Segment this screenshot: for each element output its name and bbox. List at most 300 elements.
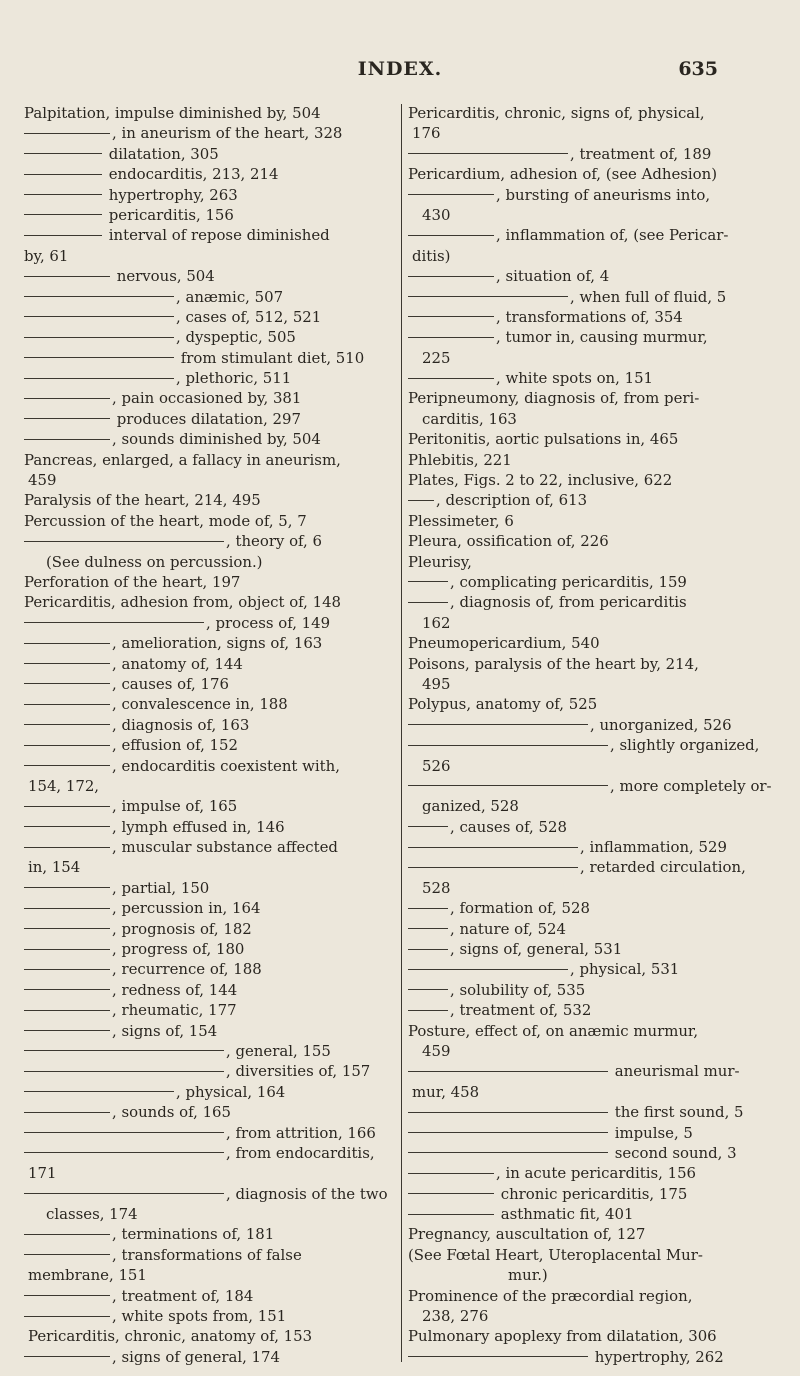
entry-text: , impulse of, 165: [112, 797, 238, 816]
index-entry: [408, 674, 784, 694]
entry-text: classes, 174: [46, 1205, 138, 1224]
entry-text: , sounds diminished by, 504: [112, 430, 321, 449]
ditto-dash: [24, 1295, 110, 1296]
ditto-dash: [24, 1193, 224, 1194]
entry-text: Pregnancy, auscultation of, 127: [408, 1225, 646, 1244]
index-entry: [24, 1224, 400, 1244]
entry-text: hypertrophy, 263: [104, 185, 238, 204]
entry-text: Polypus, anatomy of, 525: [408, 695, 598, 714]
entry-text: , white spots from, 151: [112, 1307, 287, 1326]
ditto-dash: [24, 928, 110, 929]
index-entry: [24, 470, 400, 490]
index-entry: [24, 368, 400, 388]
entry-text: 459: [28, 471, 57, 490]
index-entry: [408, 592, 784, 612]
index-entry: [24, 674, 400, 694]
entry-text: Pulmonary apoplexy from dilatation, 306: [408, 1327, 717, 1346]
entry-text: interval of repose diminished: [104, 226, 330, 245]
index-entry: [408, 307, 784, 327]
ditto-dash: [24, 1356, 110, 1357]
index-entry: [24, 1061, 400, 1081]
entry-text: , endocarditis coexistent with,: [112, 756, 340, 775]
index-entry: [408, 1286, 784, 1306]
ditto-dash: [24, 765, 110, 766]
ditto-dash: [24, 439, 110, 440]
ditto-dash: [24, 337, 174, 338]
entry-text: , general, 155: [226, 1041, 331, 1060]
index-entry: [24, 592, 400, 612]
entry-text: Pericarditis, chronic, signs of, physical,: [408, 104, 705, 122]
entry-text: 225: [422, 348, 451, 367]
index-entry: [24, 1265, 400, 1285]
ditto-dash: [24, 1050, 224, 1051]
index-entry: [408, 531, 784, 551]
ditto-dash: [24, 1316, 110, 1317]
ditto-dash: [408, 1112, 608, 1113]
ditto-dash: [408, 378, 494, 379]
index-entry: [408, 1102, 784, 1122]
ditto-dash: [408, 908, 448, 909]
ditto-dash: [408, 949, 448, 950]
entry-text: Pneumopericardium, 540: [408, 634, 600, 653]
index-entry: [24, 511, 400, 531]
entry-text: , effusion of, 152: [112, 736, 238, 755]
ditto-dash: [408, 235, 494, 236]
ditto-dash: [24, 214, 102, 215]
index-entry: [24, 959, 400, 979]
index-entry: [24, 1041, 400, 1061]
entry-text: mur.): [508, 1266, 548, 1285]
index-entry: [408, 144, 784, 164]
index-entry: [24, 531, 400, 551]
ditto-dash: [408, 969, 568, 970]
index-entry: [24, 348, 400, 368]
entry-text: , description of, 613: [436, 491, 588, 510]
index-entry: [24, 144, 400, 164]
index-entry: [24, 266, 400, 286]
entry-text: , tumor in, causing murmur,: [496, 328, 708, 347]
entry-text: , diagnosis of, 163: [112, 715, 250, 734]
index-entry: [408, 1061, 784, 1081]
entry-text: , anatomy of, 144: [112, 654, 243, 673]
entry-text: , treatment of, 189: [570, 144, 712, 163]
entry-text: Pleurisy,: [408, 552, 472, 571]
entry-text: , in acute pericarditis, 156: [496, 1164, 697, 1183]
entry-text: , physical, 531: [570, 960, 680, 979]
index-entry: [408, 715, 784, 735]
entry-text: nervous, 504: [112, 267, 215, 286]
entry-text: 526: [422, 756, 451, 775]
index-entry: [24, 1123, 400, 1143]
entry-text: , process of, 149: [206, 613, 331, 632]
entry-text: , in aneurism of the heart, 328: [112, 124, 343, 143]
index-entry: [408, 959, 784, 979]
index-entry: [408, 939, 784, 959]
ditto-dash: [24, 643, 110, 644]
index-entry: [24, 123, 400, 143]
ditto-dash: [24, 887, 110, 888]
index-entry: [24, 735, 400, 755]
entry-text: , theory of, 6: [226, 532, 322, 551]
page-title: INDEX.: [357, 58, 443, 80]
index-entry: [408, 368, 784, 388]
ditto-dash: [24, 949, 110, 950]
index-entry: [24, 796, 400, 816]
entry-text: asthmatic fit, 401: [496, 1205, 634, 1224]
index-entry: [24, 1204, 400, 1224]
entry-text: produces dilatation, 297: [112, 409, 301, 428]
ditto-dash: [408, 337, 494, 338]
entry-text: membrane, 151: [28, 1266, 147, 1285]
entry-text: , when full of fluid, 5: [570, 287, 727, 306]
ditto-dash: [408, 276, 494, 277]
entry-text: , slightly organized,: [610, 736, 760, 755]
entry-text: hypertrophy, 262: [590, 1347, 724, 1366]
ditto-dash: [24, 622, 204, 623]
ditto-dash: [24, 296, 174, 297]
ditto-dash: [24, 1132, 224, 1133]
index-entry: [408, 1184, 784, 1204]
index-entry: [24, 1347, 400, 1367]
index-entry: [24, 103, 400, 123]
index-entry: [408, 1265, 784, 1285]
ditto-dash: [24, 806, 110, 807]
entry-text: 430: [422, 205, 451, 224]
entry-text: Pericarditis, adhesion from, object of, 148: [24, 593, 342, 612]
ditto-dash: [408, 1132, 608, 1133]
ditto-dash: [408, 1010, 448, 1011]
entry-text: 528: [422, 878, 451, 897]
index-entry: [408, 205, 784, 225]
entry-text: , lymph effused in, 146: [112, 817, 285, 836]
ditto-dash: [24, 1234, 110, 1235]
ditto-dash: [24, 1254, 110, 1255]
entry-text: , nature of, 524: [450, 919, 567, 938]
entry-text: dilatation, 305: [104, 144, 219, 163]
ditto-dash: [408, 826, 448, 827]
entry-text: , recurrence of, 188: [112, 960, 262, 979]
index-entry: [24, 1245, 400, 1265]
entry-text: Palpitation, impulse diminished by, 504: [24, 104, 321, 122]
entry-text: , prognosis of, 182: [112, 919, 252, 938]
entry-text: , redness of, 144: [112, 980, 238, 999]
index-entry: [24, 1000, 400, 1020]
index-entry: [408, 572, 784, 592]
entry-text: 176: [412, 124, 441, 143]
entry-text: , rheumatic, 177: [112, 1001, 237, 1020]
index-entry: [408, 1143, 784, 1163]
entry-text: aneurismal mur-: [610, 1062, 740, 1081]
ditto-dash: [24, 1030, 110, 1031]
index-entry: [408, 857, 784, 877]
index-entry: [24, 1326, 400, 1346]
index-entry: [408, 123, 784, 143]
ditto-dash: [24, 235, 102, 236]
index-entry: [24, 1163, 400, 1183]
entry-text: , inflammation of, (see Pericar-: [496, 226, 729, 245]
index-entry: [24, 205, 400, 225]
ditto-dash: [24, 378, 174, 379]
entry-text: , inflammation, 529: [580, 838, 727, 857]
ditto-dash: [24, 1071, 224, 1072]
entry-text: , convalescence in, 188: [112, 695, 288, 714]
entry-text: , anæmic, 507: [176, 287, 284, 306]
ditto-dash: [408, 724, 588, 725]
entry-text: in, 154: [28, 858, 81, 877]
index-entry: [408, 1204, 784, 1224]
entry-text: , physical, 164: [176, 1082, 286, 1101]
entry-text: , signs of general, 174: [112, 1347, 280, 1366]
entry-text: , cases of, 512, 521: [176, 307, 322, 326]
entry-text: 171: [28, 1164, 57, 1183]
index-entry: [408, 327, 784, 347]
index-entry: [408, 287, 784, 307]
ditto-dash: [24, 663, 110, 664]
index-entry: [408, 756, 784, 776]
entry-text: Poisons, paralysis of the heart by, 214,: [408, 654, 699, 673]
ditto-dash: [24, 1112, 110, 1113]
index-entry: [408, 633, 784, 653]
index-entry: [408, 185, 784, 205]
ditto-dash: [408, 785, 608, 786]
index-entry: [408, 388, 784, 408]
ditto-dash: [24, 398, 110, 399]
index-entry: [24, 857, 400, 877]
ditto-dash: [24, 745, 110, 746]
index-entry: [24, 817, 400, 837]
ditto-dash: [408, 1214, 494, 1215]
ditto-dash: [24, 133, 110, 134]
entry-text: , solubility of, 535: [450, 980, 586, 999]
entry-text: , pain occasioned by, 381: [112, 389, 302, 408]
index-entry: [408, 552, 784, 572]
entry-text: , plethoric, 511: [176, 369, 292, 388]
column-divider: [401, 104, 402, 1362]
ditto-dash: [408, 1356, 588, 1357]
entry-text: 154, 172,: [28, 776, 100, 795]
ditto-dash: [24, 1010, 110, 1011]
entry-text: Pancreas, enlarged, a fallacy in aneurism,: [24, 450, 341, 469]
entry-text: , amelioration, signs of, 163: [112, 634, 323, 653]
entry-text: the first sound, 5: [610, 1103, 744, 1122]
entry-text: by, 61: [24, 246, 69, 265]
entry-text: , diagnosis of, from pericarditis: [450, 593, 687, 612]
index-entry: [408, 1041, 784, 1061]
index-entry: [24, 1143, 400, 1163]
entry-text: Plessimeter, 6: [408, 511, 514, 530]
entry-text: Posture, effect of, on anæmic murmur,: [408, 1021, 699, 1040]
ditto-dash: [24, 1091, 174, 1092]
index-entry: [24, 490, 400, 510]
ditto-dash: [408, 1193, 494, 1194]
index-entry: [408, 837, 784, 857]
ditto-dash: [408, 500, 434, 501]
index-entry: [24, 654, 400, 674]
entry-text: ganized, 528: [422, 797, 519, 816]
ditto-dash: [24, 174, 102, 175]
entry-text: , progress of, 180: [112, 940, 245, 959]
ditto-dash: [24, 969, 110, 970]
entry-text: Prominence of the præcordial region,: [408, 1286, 693, 1305]
index-entry: [408, 1326, 784, 1346]
ditto-dash: [24, 1152, 224, 1153]
index-entry: [24, 287, 400, 307]
index-entry: [24, 613, 400, 633]
entry-text: , from attrition, 166: [226, 1123, 376, 1142]
index-entry: [24, 164, 400, 184]
index-entry: [408, 1245, 784, 1265]
entry-text: , white spots on, 151: [496, 369, 654, 388]
entry-text: , causes of, 176: [112, 674, 229, 693]
entry-text: pericarditis, 156: [104, 205, 234, 224]
index-entry: [408, 103, 784, 123]
entry-text: 459: [422, 1041, 451, 1060]
index-entry: [24, 776, 400, 796]
index-entry: [408, 919, 784, 939]
index-entry: [24, 307, 400, 327]
ditto-dash: [24, 847, 110, 848]
index-entry: [24, 715, 400, 735]
ditto-dash: [24, 418, 110, 419]
index-entry: [408, 735, 784, 755]
ditto-dash: [408, 602, 448, 603]
ditto-dash: [408, 194, 494, 195]
index-entry: [24, 756, 400, 776]
index-entry: [408, 450, 784, 470]
index-entry: [408, 246, 784, 266]
ditto-dash: [24, 908, 110, 909]
ditto-dash: [408, 989, 448, 990]
entry-text: 238, 276: [422, 1307, 489, 1326]
index-entry: [408, 490, 784, 510]
index-entry: [24, 1184, 400, 1204]
entry-text: , percussion in, 164: [112, 899, 261, 918]
index-entry: [24, 1082, 400, 1102]
entry-text: Percussion of the heart, mode of, 5, 7: [24, 511, 307, 530]
entry-text: , formation of, 528: [450, 899, 590, 918]
index-entry: [408, 654, 784, 674]
ditto-dash: [408, 1152, 608, 1153]
ditto-dash: [408, 316, 494, 317]
index-entry: [408, 225, 784, 245]
index-entry: [24, 429, 400, 449]
index-entry: [408, 898, 784, 918]
index-entry: [24, 572, 400, 592]
entry-text: , situation of, 4: [496, 267, 610, 286]
index-entry: [408, 1082, 784, 1102]
entry-text: mur, 458: [412, 1082, 480, 1101]
ditto-dash: [24, 704, 110, 705]
entry-text: impulse, 5: [610, 1123, 693, 1142]
entry-text: , causes of, 528: [450, 817, 567, 836]
index-entry: [408, 776, 784, 796]
entry-text: Paralysis of the heart, 214, 495: [24, 491, 261, 510]
entry-text: 495: [422, 674, 451, 693]
index-entry: [408, 164, 784, 184]
index-entry: [24, 1286, 400, 1306]
entry-text: , partial, 150: [112, 878, 210, 897]
index-entry: [24, 980, 400, 1000]
index-entry: [408, 1021, 784, 1041]
entry-text: , treatment of, 184: [112, 1286, 254, 1305]
ditto-dash: [408, 928, 448, 929]
entry-text: , dyspeptic, 505: [176, 328, 296, 347]
entry-text: Phlebitis, 221: [408, 450, 512, 469]
index-entry: [24, 185, 400, 205]
index-entry: [24, 1102, 400, 1122]
entry-text: , retarded circulation,: [580, 858, 746, 877]
index-entry: [24, 694, 400, 714]
left-column: [24, 103, 400, 1367]
index-entry: [408, 796, 784, 816]
index-entry: [408, 980, 784, 1000]
entry-text: endocarditis, 213, 214: [104, 165, 279, 184]
entry-text: 162: [422, 613, 451, 632]
ditto-dash: [408, 847, 578, 848]
entry-text: (See Fœtal Heart, Uteroplacental Mur-: [408, 1245, 703, 1264]
index-entry: [408, 1000, 784, 1020]
index-entry: [24, 409, 400, 429]
index-entry: [408, 470, 784, 490]
index-entry: [408, 348, 784, 368]
index-entry: [408, 1347, 784, 1367]
page-number: 635: [678, 58, 718, 80]
index-entry: [24, 552, 400, 572]
index-entry: [24, 327, 400, 347]
ditto-dash: [24, 276, 110, 277]
ditto-dash: [408, 867, 578, 868]
entry-text: Plates, Figs. 2 to 22, inclusive, 622: [408, 471, 673, 490]
entry-text: from stimulant diet, 510: [176, 348, 365, 367]
entry-text: , transformations of, 354: [496, 307, 683, 326]
index-entry: [408, 613, 784, 633]
index-entry: [24, 1021, 400, 1041]
entry-text: Peripneumony, diagnosis of, from peri-: [408, 389, 700, 408]
index-entry: [24, 919, 400, 939]
index-entry: [408, 511, 784, 531]
entry-text: , from endocarditis,: [226, 1143, 375, 1162]
entry-text: , complicating pericarditis, 159: [450, 572, 687, 591]
ditto-dash: [24, 541, 224, 542]
index-entry: [408, 1163, 784, 1183]
entry-text: , diagnosis of the two: [226, 1184, 388, 1203]
ditto-dash: [24, 194, 102, 195]
ditto-dash: [24, 357, 174, 358]
entry-text: Pericarditis, chronic, anatomy of, 153: [28, 1327, 313, 1346]
index-entry: [408, 1224, 784, 1244]
entry-text: , diversities of, 157: [226, 1062, 371, 1081]
entry-text: , muscular substance affected: [112, 838, 338, 857]
index-entry: [24, 898, 400, 918]
index-entry: [408, 817, 784, 837]
entry-text: , signs of, general, 531: [450, 940, 623, 959]
ditto-dash: [408, 296, 568, 297]
entry-text: Pericardium, adhesion of, (see Adhesion): [408, 165, 718, 184]
ditto-dash: [24, 683, 110, 684]
index-entry: [408, 878, 784, 898]
index-entry: [408, 409, 784, 429]
index-entry: [24, 837, 400, 857]
ditto-dash: [408, 153, 568, 154]
index-entry: [24, 388, 400, 408]
entry-text: Peritonitis, aortic pulsations in, 465: [408, 430, 679, 449]
ditto-dash: [24, 724, 110, 725]
index-entry: [24, 939, 400, 959]
entry-text: , signs of, 154: [112, 1021, 218, 1040]
entry-text: , more completely or-: [610, 776, 772, 795]
index-entry: [24, 246, 400, 266]
entry-text: Pleura, ossification of, 226: [408, 532, 609, 551]
